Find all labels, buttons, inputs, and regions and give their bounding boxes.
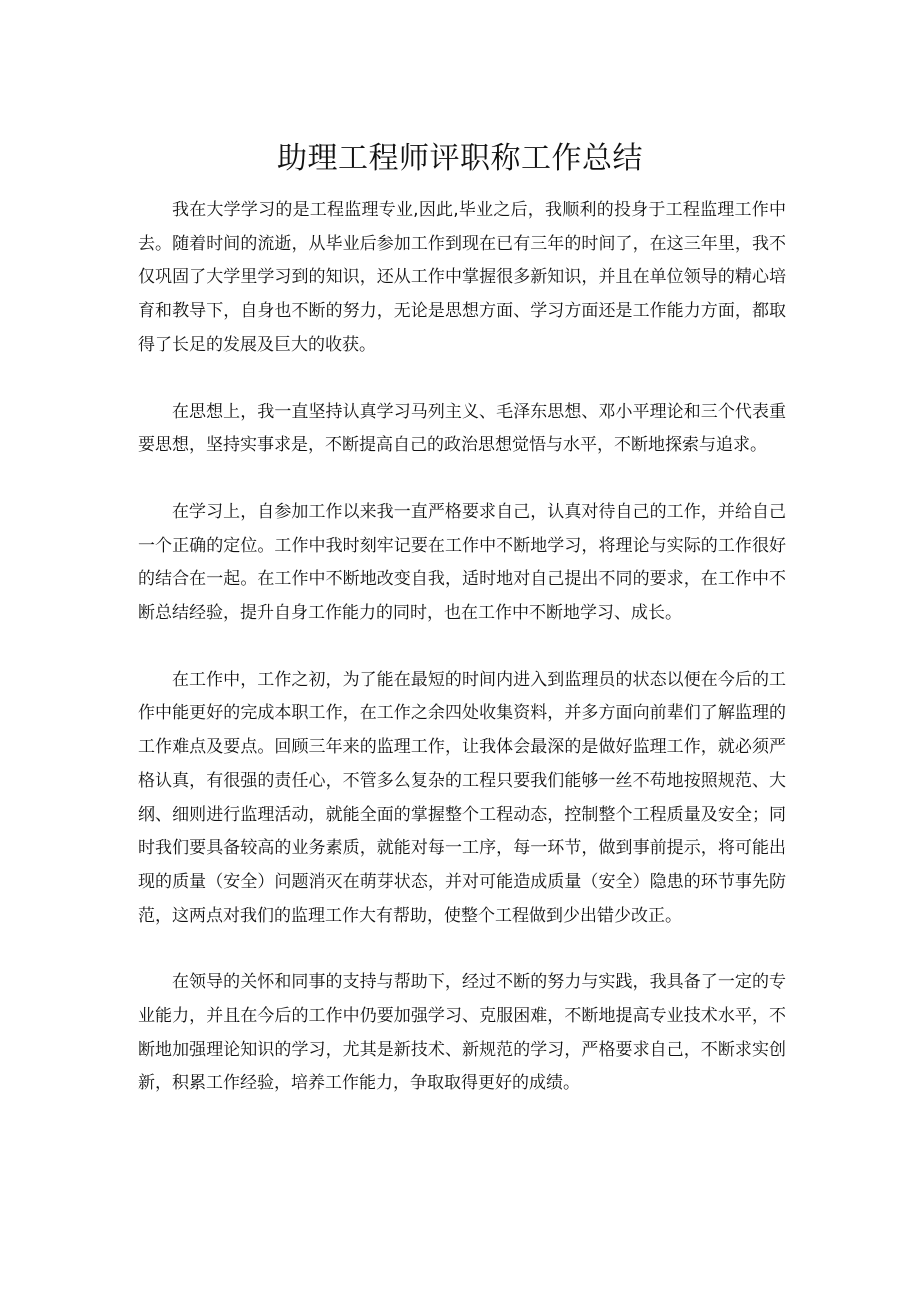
paragraph-conclusion: 在领导的关怀和同事的支持与帮助下，经过不断的努力与实践，我具备了一定的专业能力，并且在今后的工作中仍要加强学习、克服困难，不断地提高专业技术水平，不断地加强理论知识的学习，尤其是新技术、新规范的学习，严格要求自己，不断求实创新，积累工作经验，培养工作能力，争取取得更好的成绩。 (138, 972, 786, 1094)
document-title: 助理工程师评职称工作总结 (277, 141, 643, 176)
paragraph-ideology: 在思想上，我一直坚持认真学习马列主义、毛泽东思想、邓小平理论和三个代表重要思想，坚持实事求是，不断提高自己的政治思想觉悟与水平，不断地探索与追求。 (138, 401, 786, 456)
paragraph-intro: 我在大学学习的是工程监理专业,因此,毕业之后，我顺利的投身于工程监理工作中去。随着时间的流逝，从毕业后参加工作到现在已有三年的时间了，在这三年里，我不仅巩固了大学里学习到的知识，还从工作中掌握很多新知识，并且在单位领导的精心培育和教导下，自身也不断的努力，无论是思想方面、学习方面还是工作能力方面，都取得了长足的发展及巨大的收获。 (138, 200, 786, 355)
paragraph-study: 在学习上，自参加工作以来我一直严格要求自己，认真对待自己的工作，并给自己一个正确的定位。工作中我时刻牢记要在工作中不断地学习，将理论与实际的工作很好的结合在一起。在工作中不断地改变自我，适时地对自己提出不同的要求，在工作中不断总结经验，提升自身工作能力的同时，也在工作中不断地学习、成长。 (138, 501, 786, 624)
paragraph-work: 在工作中，工作之初，为了能在最短的时间内进入到监理员的状态以便在今后的工作中能更好的完成本职工作，在工作之余四处收集资料，并多方面向前辈们了解监理的工作难点及要点。回顾三年来的监理工作，让我体会最深的是做好监理工作，就必须严格认真，有很强的责任心，不管多么复杂的工程只要我们能够一丝不苟地按照规范、大纲、细则进行监理活动，就能全面的掌握整个工程动态，控制整个工程质量及安全；同时我们要具备较高的业务素质，就能对每一工序，每一环节，做到事前提示，将可能出现的质量（安全）问题消灭在萌芽状态，并对可能造成质量（安全）隐患的环节事先防范，这两点对我们的监理工作大有帮助，使整个工程做到少出错少改正。 (138, 669, 786, 926)
document-body (138, 194, 786, 1134)
